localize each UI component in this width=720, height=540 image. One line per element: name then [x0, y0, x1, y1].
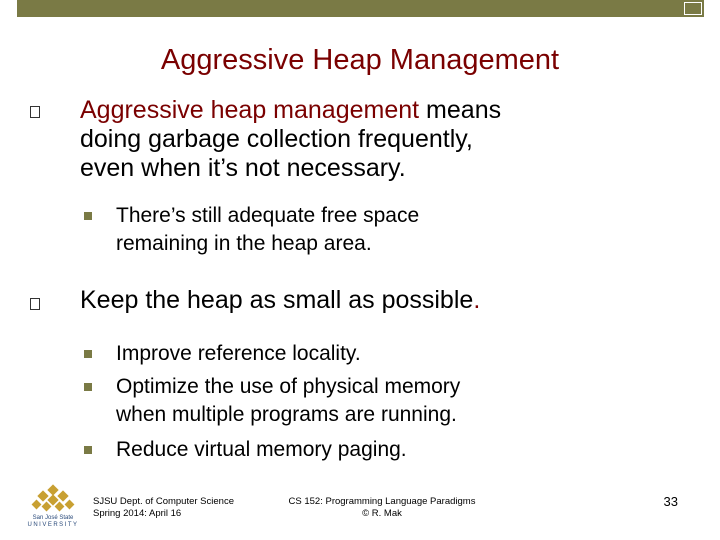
- footer-dept: SJSU Dept. of Computer Science: [93, 496, 234, 507]
- bullet-square-icon: [30, 294, 40, 314]
- bullet-1-sub-1-line-1: There’s still adequate free space: [116, 204, 420, 227]
- bullet-1-text: [80, 96, 501, 183]
- footer-left: [93, 496, 234, 520]
- sub-bullet-icon: [84, 212, 92, 220]
- bullet-1-line-2: doing garbage collection frequently,: [80, 125, 473, 153]
- sub-bullet-icon: [84, 350, 92, 358]
- footer-center: [262, 496, 502, 520]
- logo-line-1: San José State: [32, 515, 74, 521]
- university-wordmark: [26, 515, 80, 529]
- bullet-2-sub-2-line-2: when multiple programs are running.: [116, 403, 457, 426]
- logo-line-2: UNIVERSITY: [27, 522, 79, 528]
- footer-author: © R. Mak: [362, 508, 402, 519]
- bullet-1-line-3: even when it’s not necessary.: [80, 154, 406, 182]
- bullet-2-text: [80, 286, 480, 315]
- bullet-square-icon: [30, 102, 40, 122]
- bullet-1-emphasis: Aggressive heap management: [80, 96, 420, 124]
- sub-bullet-icon: [84, 383, 92, 391]
- bullet-1-sub-1-line-2: remaining in the heap area.: [116, 232, 372, 255]
- banner-box-icon: [684, 2, 702, 15]
- bullet-1-line-1-rest: means: [419, 96, 502, 124]
- bullet-2-line-1: Keep the heap as small as possible: [80, 286, 474, 314]
- footer-course: CS 152: Programming Language Paradigms: [288, 496, 476, 507]
- footer-date: Spring 2014: April 16: [93, 508, 182, 519]
- bullet-2-sub-3: Reduce virtual memory paging.: [116, 438, 407, 461]
- slide-title: Aggressive Heap Management: [160, 44, 560, 76]
- bullet-2-sub-2: [116, 373, 460, 429]
- sub-bullet-icon: [84, 446, 92, 454]
- bullet-2-sub-1: Improve reference locality.: [116, 342, 361, 365]
- bullet-2-sub-2-line-1: Optimize the use of physical memory: [116, 375, 461, 398]
- top-banner-bar: [17, 0, 704, 17]
- page-number: 33: [663, 494, 678, 509]
- bullet-1-sub-1: [116, 202, 419, 258]
- bullet-2-period: .: [473, 286, 481, 314]
